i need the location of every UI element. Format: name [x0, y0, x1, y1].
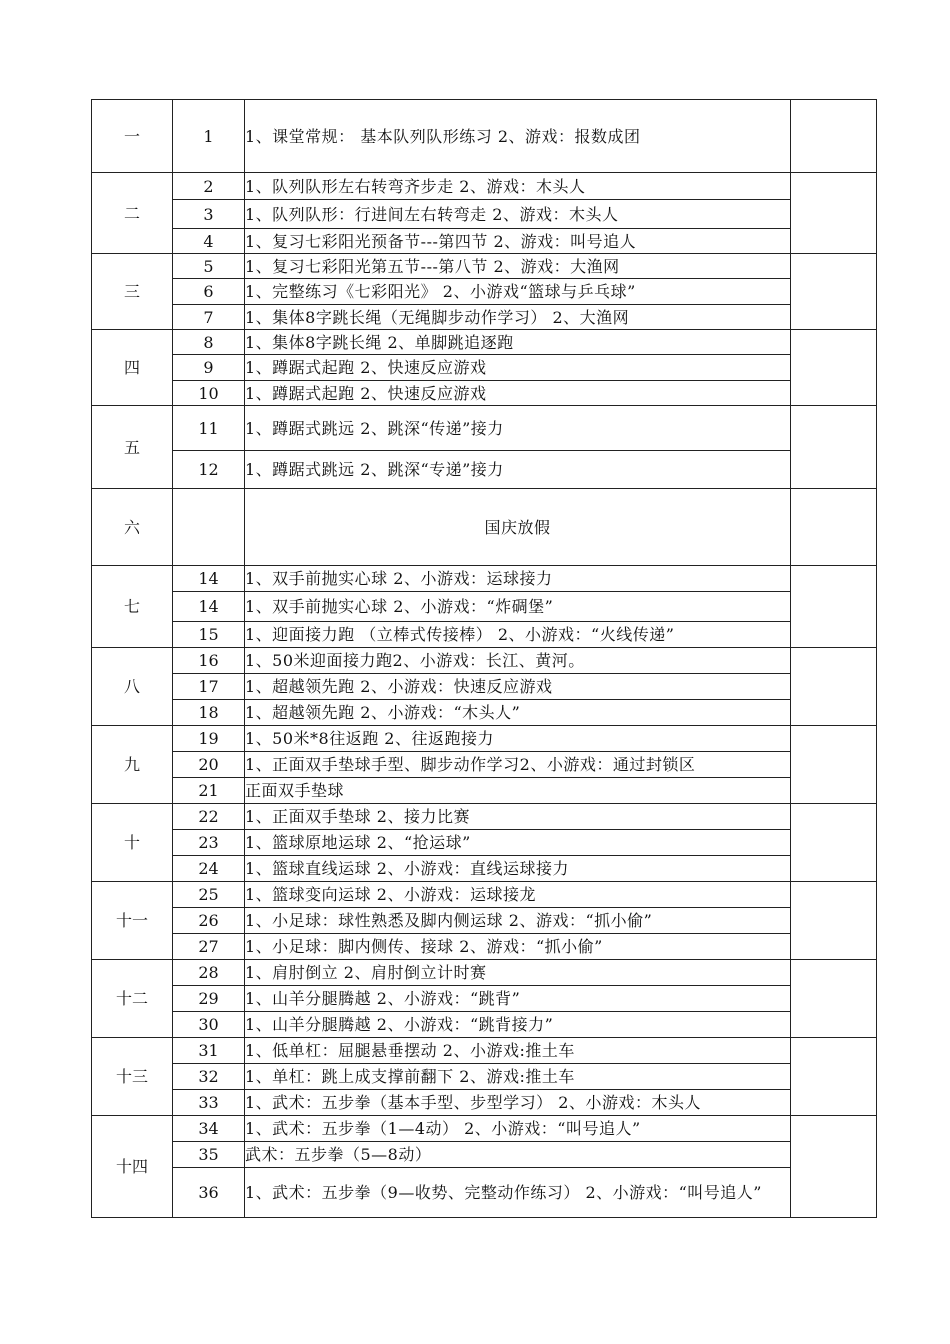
lesson-row — [92, 406, 877, 451]
lesson-content: 1、50米*8往返跑 2、往返跑接力 — [245, 726, 791, 752]
lesson-content: 1、小足球：球性熟悉及脚内侧运球 2、游戏：“抓小偷” — [245, 908, 791, 934]
lesson-number: 12 — [173, 451, 245, 489]
lesson-row — [92, 355, 877, 381]
week-cell: 八 — [92, 648, 173, 726]
lesson-content: 1、50米迎面接力跑2、小游戏：长江、黄河。 — [245, 648, 791, 674]
week-cell: 十一 — [92, 882, 173, 960]
lesson-row — [92, 622, 877, 648]
lesson-number: 6 — [173, 279, 245, 305]
lesson-content: 1、双手前抛实心球 2、小游戏：“炸碉堡” — [245, 592, 791, 622]
lesson-row — [92, 1012, 877, 1038]
lesson-number: 27 — [173, 934, 245, 960]
lesson-row — [92, 1038, 877, 1064]
lesson-number: 36 — [173, 1168, 245, 1218]
lesson-content: 1、山羊分腿腾越 2、小游戏：“跳背” — [245, 986, 791, 1012]
lesson-number: 4 — [173, 229, 245, 254]
lesson-number: 21 — [173, 778, 245, 804]
lesson-content: 1、集体8字跳长绳 2、单脚跳追逐跑 — [245, 330, 791, 355]
teaching-plan-table — [91, 99, 877, 1218]
lesson-row — [92, 1064, 877, 1090]
lesson-row — [92, 1090, 877, 1116]
lesson-number: 3 — [173, 200, 245, 229]
lesson-number: 29 — [173, 986, 245, 1012]
lesson-row — [92, 1116, 877, 1142]
lesson-row — [92, 489, 877, 566]
notes-cell — [791, 489, 877, 566]
lesson-row — [92, 726, 877, 752]
lesson-number: 1 — [173, 100, 245, 173]
lesson-content: 1、武术：五步拳（基本手型、步型学习） 2、小游戏：木头人 — [245, 1090, 791, 1116]
lesson-content: 1、篮球变向运球 2、小游戏：运球接龙 — [245, 882, 791, 908]
notes-cell — [791, 100, 877, 173]
lesson-row — [92, 960, 877, 986]
lesson-row — [92, 648, 877, 674]
lesson-row — [92, 778, 877, 804]
week-cell: 十二 — [92, 960, 173, 1038]
lesson-number: 11 — [173, 406, 245, 451]
notes-cell — [791, 566, 877, 648]
lesson-row — [92, 592, 877, 622]
lesson-content: 1、蹲踞式跳远 2、跳深“专递”接力 — [245, 451, 791, 489]
lesson-row — [92, 305, 877, 330]
week-cell: 一 — [92, 100, 173, 173]
lesson-content: 1、蹲踞式起跑 2、快速反应游戏 — [245, 381, 791, 406]
lesson-number: 17 — [173, 674, 245, 700]
lesson-row — [92, 254, 877, 279]
lesson-content: 1、小足球：脚内侧传、接球 2、游戏：“抓小偷” — [245, 934, 791, 960]
lesson-content: 1、集体8字跳长绳（无绳脚步动作学习） 2、大渔网 — [245, 305, 791, 330]
lesson-number: 26 — [173, 908, 245, 934]
lesson-number: 7 — [173, 305, 245, 330]
notes-cell — [791, 1116, 877, 1218]
lesson-number: 15 — [173, 622, 245, 648]
week-cell: 十四 — [92, 1116, 173, 1218]
lesson-row — [92, 752, 877, 778]
lesson-number: 8 — [173, 330, 245, 355]
lesson-row — [92, 934, 877, 960]
week-cell: 三 — [92, 254, 173, 330]
notes-cell — [791, 648, 877, 726]
lesson-number: 20 — [173, 752, 245, 778]
week-cell: 十三 — [92, 1038, 173, 1116]
lesson-content: 1、超越领先跑 2、小游戏：快速反应游戏 — [245, 674, 791, 700]
lesson-content: 1、山羊分腿腾越 2、小游戏：“跳背接力” — [245, 1012, 791, 1038]
lesson-content: 1、复习七彩阳光预备节---第四节 2、游戏：叫号追人 — [245, 229, 791, 254]
lesson-number: 2 — [173, 173, 245, 200]
lesson-row — [92, 173, 877, 200]
lesson-content: 1、复习七彩阳光第五节---第八节 2、游戏：大渔网 — [245, 254, 791, 279]
week-cell: 十 — [92, 804, 173, 882]
notes-cell — [791, 173, 877, 254]
teaching-plan-body — [92, 100, 877, 1218]
lesson-number: 25 — [173, 882, 245, 908]
lesson-number: 18 — [173, 700, 245, 726]
lesson-row — [92, 229, 877, 254]
lesson-number: 16 — [173, 648, 245, 674]
lesson-row — [92, 279, 877, 305]
lesson-number: 32 — [173, 1064, 245, 1090]
lesson-content: 1、完整练习《七彩阳光》 2、小游戏“篮球与乒乓球” — [245, 279, 791, 305]
week-cell: 五 — [92, 406, 173, 489]
lesson-content: 1、低单杠：屈腿悬垂摆动 2、小游戏:推土车 — [245, 1038, 791, 1064]
lesson-content: 1、超越领先跑 2、小游戏：“木头人” — [245, 700, 791, 726]
lesson-row — [92, 804, 877, 830]
lesson-content: 1、队列队形：行进间左右转弯走 2、游戏：木头人 — [245, 200, 791, 229]
notes-cell — [791, 406, 877, 489]
notes-cell — [791, 882, 877, 960]
lesson-content: 1、正面双手垫球 2、接力比赛 — [245, 804, 791, 830]
lesson-content: 1、单杠：跳上成支撑前翻下 2、游戏:推土车 — [245, 1064, 791, 1090]
lesson-content: 国庆放假 — [245, 489, 791, 566]
lesson-number: 5 — [173, 254, 245, 279]
lesson-content: 1、蹲踞式起跑 2、快速反应游戏 — [245, 355, 791, 381]
lesson-content: 1、正面双手垫球手型、脚步动作学习2、小游戏：通过封锁区 — [245, 752, 791, 778]
week-cell: 六 — [92, 489, 173, 566]
lesson-row — [92, 674, 877, 700]
notes-cell — [791, 330, 877, 406]
lesson-number: 28 — [173, 960, 245, 986]
lesson-content: 武术：五步拳（5—8动） — [245, 1142, 791, 1168]
lesson-row — [92, 830, 877, 856]
lesson-number: 33 — [173, 1090, 245, 1116]
lesson-content: 1、武术：五步拳（9—收势、完整动作练习） 2、小游戏：“叫号追人” — [245, 1168, 791, 1218]
lesson-content: 1、肩肘倒立 2、肩肘倒立计时赛 — [245, 960, 791, 986]
lesson-content: 1、双手前抛实心球 2、小游戏：运球接力 — [245, 566, 791, 592]
lesson-number: 34 — [173, 1116, 245, 1142]
lesson-row — [92, 100, 877, 173]
week-cell: 九 — [92, 726, 173, 804]
notes-cell — [791, 726, 877, 804]
lesson-number: 10 — [173, 381, 245, 406]
lesson-number: 14 — [173, 592, 245, 622]
lesson-row — [92, 200, 877, 229]
lesson-content: 1、队列队形左右转弯齐步走 2、游戏：木头人 — [245, 173, 791, 200]
lesson-content: 1、篮球原地运球 2、“抢运球” — [245, 830, 791, 856]
notes-cell — [791, 960, 877, 1038]
lesson-content: 正面双手垫球 — [245, 778, 791, 804]
lesson-row — [92, 330, 877, 355]
lesson-number: 31 — [173, 1038, 245, 1064]
notes-cell — [791, 254, 877, 330]
lesson-row — [92, 566, 877, 592]
lesson-number: 30 — [173, 1012, 245, 1038]
lesson-row — [92, 986, 877, 1012]
week-cell: 二 — [92, 173, 173, 254]
lesson-row — [92, 908, 877, 934]
lesson-row — [92, 1168, 877, 1218]
lesson-number: 9 — [173, 355, 245, 381]
notes-cell — [791, 804, 877, 882]
lesson-number: 14 — [173, 566, 245, 592]
lesson-content: 1、课堂常规： 基本队列队形练习 2、游戏：报数成团 — [245, 100, 791, 173]
lesson-content: 1、蹲踞式跳远 2、跳深“传递”接力 — [245, 406, 791, 451]
lesson-number: 19 — [173, 726, 245, 752]
lesson-content: 1、篮球直线运球 2、小游戏：直线运球接力 — [245, 856, 791, 882]
lesson-row — [92, 700, 877, 726]
lesson-number: 35 — [173, 1142, 245, 1168]
week-cell: 四 — [92, 330, 173, 406]
lesson-row — [92, 1142, 877, 1168]
lesson-row — [92, 882, 877, 908]
lesson-content: 1、迎面接力跑 （立棒式传接棒） 2、小游戏：“火线传递” — [245, 622, 791, 648]
lesson-number: 24 — [173, 856, 245, 882]
lesson-row — [92, 451, 877, 489]
lesson-content: 1、武术：五步拳（1—4动） 2、小游戏：“叫号追人” — [245, 1116, 791, 1142]
lesson-row — [92, 856, 877, 882]
week-cell: 七 — [92, 566, 173, 648]
lesson-row — [92, 381, 877, 406]
lesson-number — [173, 489, 245, 566]
notes-cell — [791, 1038, 877, 1116]
lesson-number: 23 — [173, 830, 245, 856]
lesson-number: 22 — [173, 804, 245, 830]
